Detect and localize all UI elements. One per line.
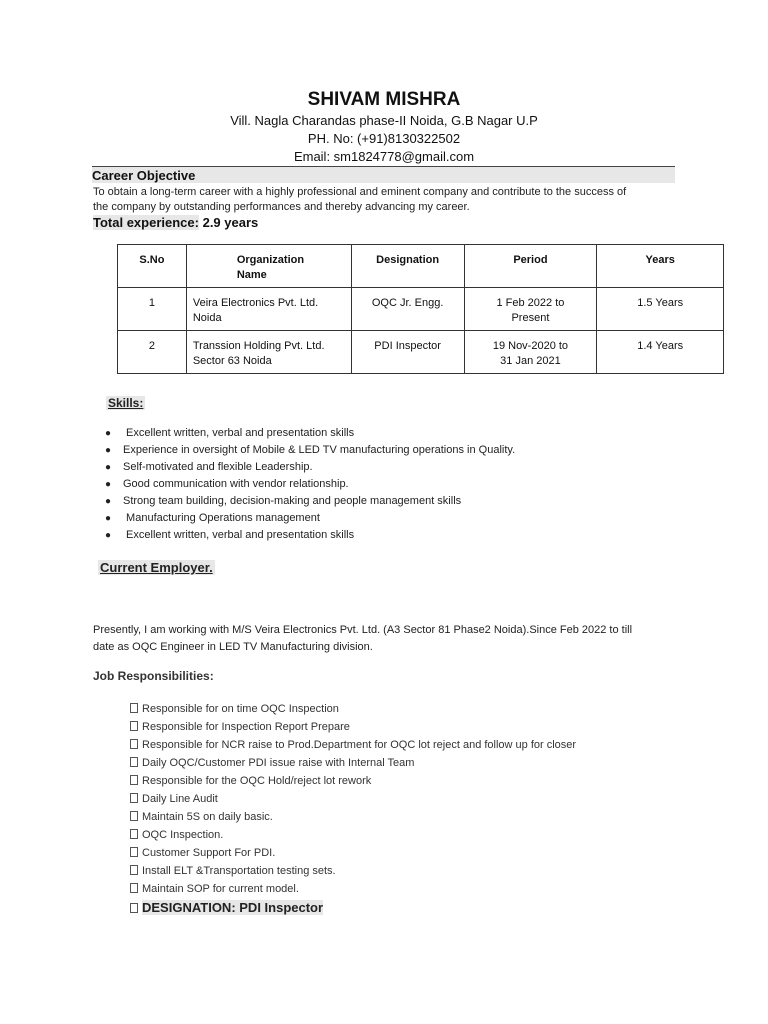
skill-text: Experience in oversight of Mobile & LED TV manufacturing operations in Quality. [123, 444, 516, 456]
experience-table [117, 244, 724, 374]
header-sno: S.No [118, 245, 187, 288]
bullet-icon: ● [105, 445, 112, 456]
skill-text: Manufacturing Operations management [123, 512, 320, 524]
row-1-years: 1.5 Years [597, 288, 724, 331]
career-objective-text [93, 185, 683, 215]
list-item [93, 527, 515, 544]
bullet-icon: ● [105, 462, 112, 473]
bullet-icon: ● [105, 513, 112, 524]
row-2-sno: 2 [118, 331, 187, 374]
header-organization [186, 245, 351, 288]
career-objective-line-1: To obtain a long-term career with a highly professional and eminent company and contribute to the success of [93, 186, 627, 198]
checkbox-icon [130, 903, 138, 913]
list-item [93, 442, 515, 459]
total-experience [93, 215, 258, 230]
checkbox-icon [130, 829, 138, 839]
responsibility-text: Responsible for NCR raise to Prod.Department for OQC lot reject and follow up for closer [142, 739, 577, 751]
list-item [93, 493, 515, 510]
checkbox-icon [130, 883, 138, 893]
responsibility-text: Daily OQC/Customer PDI issue raise with Internal Team [142, 757, 415, 769]
bullet-icon: ● [105, 428, 112, 439]
skills-heading: Skills: [108, 396, 144, 410]
checkbox-icon [130, 865, 138, 875]
job-responsibilities-heading: Job Responsibilities: [93, 669, 214, 683]
row-2-designation: PDI Inspector [351, 331, 464, 374]
checkbox-icon [130, 721, 138, 731]
table-row [118, 331, 724, 374]
candidate-name: SHIVAM MISHRA [307, 89, 461, 110]
responsibility-text: Install ELT &Transportation testing sets. [142, 865, 336, 877]
responsibility-text: Maintain 5S on daily basic. [142, 811, 273, 823]
row-1-designation: OQC Jr. Engg. [351, 288, 464, 331]
list-item [130, 772, 576, 790]
skill-text: Excellent written, verbal and presentation skills [123, 529, 355, 541]
list-item [93, 476, 515, 493]
responsibility-text: OQC Inspection. [142, 829, 224, 841]
row-1-period [464, 288, 597, 331]
list-item [93, 459, 515, 476]
list-item [130, 754, 576, 772]
row-1-organization: Veira Electronics Pvt. Ltd. Noida [186, 288, 351, 331]
list-item [130, 826, 576, 844]
responsibility-text: Responsible for Inspection Report Prepare [142, 721, 350, 733]
checkbox-icon [130, 793, 138, 803]
list-item [130, 718, 576, 736]
responsibility-text: Responsible for the OQC Hold/reject lot rework [142, 775, 372, 787]
checkbox-icon [130, 703, 138, 713]
current-employer-heading: Current Employer. [100, 560, 213, 575]
table-row [118, 288, 724, 331]
list-item [93, 425, 515, 442]
checkbox-icon [130, 811, 138, 821]
career-objective-bar [92, 166, 675, 183]
skill-text: Good communication with vendor relationship. [123, 478, 349, 490]
table-header-row [118, 245, 724, 288]
responsibility-text: Maintain SOP for current model. [142, 883, 299, 895]
current-employer-text [93, 623, 693, 655]
row-2-period-text: 19 Nov-2020 to 31 Jan 2021 [492, 340, 569, 367]
row-1-sno: 1 [118, 288, 187, 331]
responsibility-text: Responsible for on time OQC Inspection [142, 703, 339, 715]
list-item [130, 700, 576, 718]
career-objective-heading: Career Objective [92, 168, 196, 183]
phone-line: PH. No: (+91)8130322502 [307, 131, 461, 146]
list-item [130, 736, 576, 754]
list-item [130, 790, 576, 808]
row-2-years: 1.4 Years [597, 331, 724, 374]
list-item [130, 844, 576, 862]
total-experience-value: 2.9 years [202, 215, 259, 230]
bullet-icon: ● [105, 479, 112, 490]
header-period: Period [464, 245, 597, 288]
checkbox-icon [130, 775, 138, 785]
row-2-organization: Transsion Holding Pvt. Ltd. Sector 63 Noida [186, 331, 351, 374]
row-1-period-text: 1 Feb 2022 to Present [496, 297, 565, 324]
email-line: Email: sm1824778@gmail.com [293, 149, 475, 164]
header-organization-text: Organization Name [236, 254, 305, 281]
skills-list [93, 425, 515, 544]
address-line: Vill. Nagla Charandas phase-II Noida, G.B Nagar U.P [230, 113, 538, 128]
checkbox-icon [130, 847, 138, 857]
employer-line-1: Presently, I am working with M/S Veira Electronics Pvt. Ltd. (A3 Sector 81 Phase2 Noida).Since Feb 2022 to till [93, 624, 633, 636]
skill-text: Self-motivated and flexible Leadership. [123, 461, 313, 473]
list-item [130, 880, 576, 898]
bullet-icon: ● [105, 530, 112, 541]
skill-text: Strong team building, decision-making and people management skills [123, 495, 462, 507]
header-years: Years [597, 245, 724, 288]
responsibility-text: Daily Line Audit [142, 793, 218, 805]
responsibilities-list [130, 700, 576, 898]
checkbox-icon [130, 757, 138, 767]
skill-text: Excellent written, verbal and presentation skills [123, 427, 355, 439]
list-item [93, 510, 515, 527]
bullet-icon: ● [105, 496, 112, 507]
list-item [130, 808, 576, 826]
career-objective-line-2: the company by outstanding performances and thereby advancing my career. [93, 201, 470, 213]
responsibility-text: Customer Support For PDI. [142, 847, 276, 859]
list-item [130, 862, 576, 880]
employer-line-2: date as OQC Engineer in LED TV Manufacturing division. [93, 641, 373, 653]
designation-line [130, 900, 323, 915]
checkbox-icon [130, 739, 138, 749]
designation-text: DESIGNATION: PDI Inspector [142, 900, 324, 915]
row-2-period [464, 331, 597, 374]
total-experience-label: Total experience: [93, 215, 199, 230]
header-designation: Designation [351, 245, 464, 288]
